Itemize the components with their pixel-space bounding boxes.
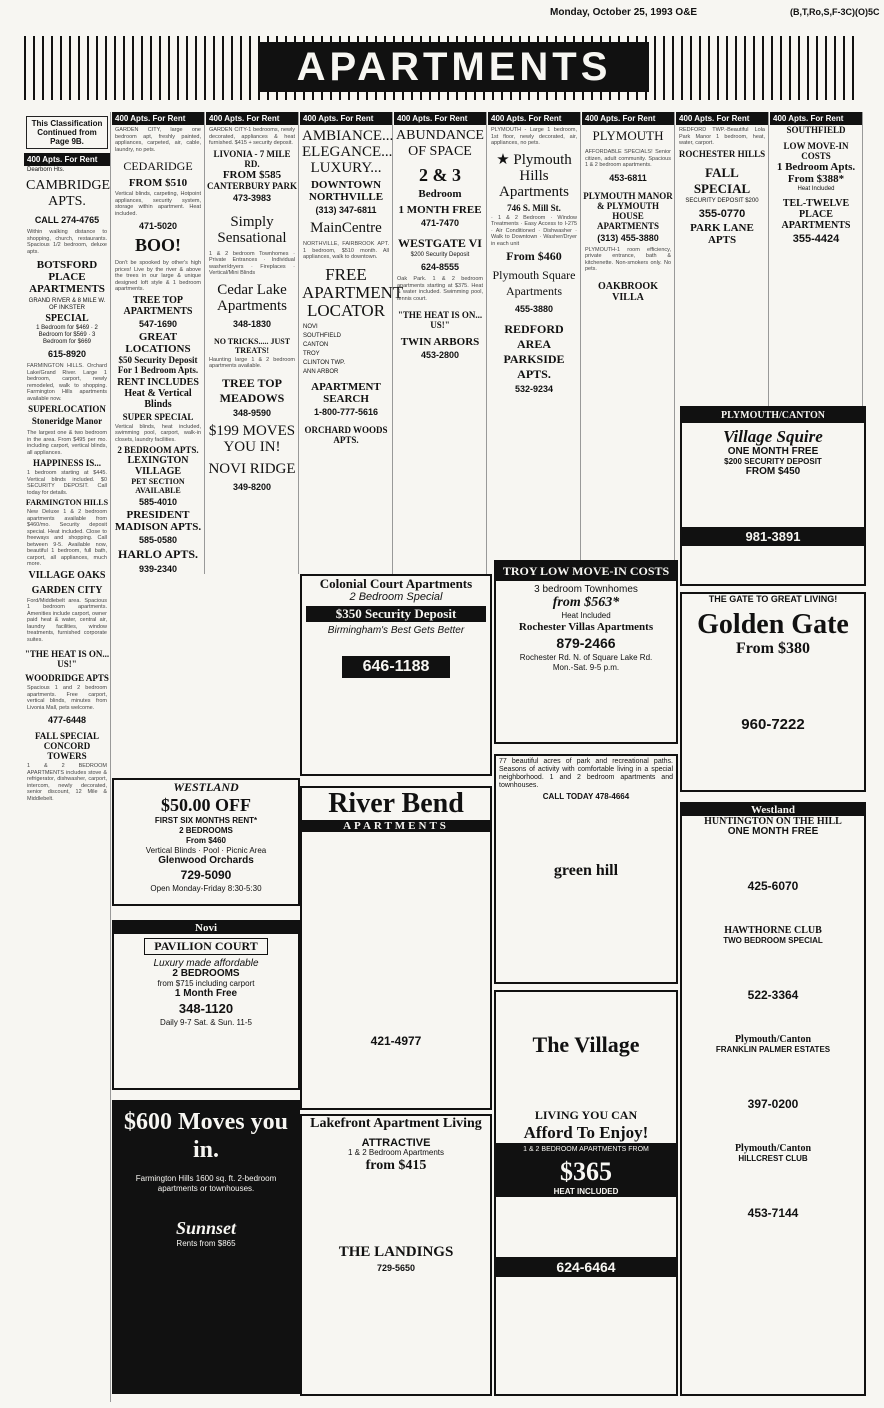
- ad-price: FROM $450: [745, 466, 801, 477]
- ad-name: Golden Gate: [697, 609, 849, 640]
- ad-line: ONE MONTH FREE: [727, 826, 819, 837]
- ad-phone: 453-7144: [747, 1206, 799, 1220]
- listing-title: FARMINGTON HILLS: [25, 498, 109, 507]
- ad-westland: [112, 778, 300, 906]
- masthead-date: Monday, October 25, 1993 O&E: [550, 7, 698, 18]
- listing-title: 2 BEDROOM APTS.: [117, 445, 199, 455]
- ad-line: Rents from $865: [176, 1239, 236, 1248]
- listing-city: CLINTON TWP.: [303, 359, 346, 366]
- listing-phone: 453-2800: [420, 350, 460, 360]
- ad-name: The Village: [532, 1032, 640, 1057]
- listing-city: SOUTHFIELD: [303, 332, 342, 339]
- listing-title: NOVI RIDGE: [208, 460, 296, 477]
- ad-phone: 397-0200: [747, 1097, 799, 1111]
- listing-phone: (313) 347-6811: [315, 205, 377, 215]
- ad-phone: 522-3364: [747, 988, 799, 1002]
- ad-line: Heat Included: [561, 611, 611, 620]
- listing-body: Ford/Middlebelt area. Spacious 1 bedroom apartments. Amenities include carport, owner paid heat & water, central air, laundry facilities, window treatments, furnished corporate suites.: [27, 597, 107, 643]
- listing-title: Simply Sensational: [217, 213, 287, 246]
- listing-phone: 939-2340: [138, 564, 178, 574]
- listing-title: HARLO APTS.: [117, 547, 198, 561]
- listing-title: PRESIDENT MADISON APTS.: [114, 509, 202, 533]
- listing-title: SOUTHFIELD: [786, 125, 846, 135]
- listing-body: Don't be spooked by other's high prices! Live by the river & above the trees in our large & unique designed loft style & 1 bedroom apartments.: [115, 260, 201, 292]
- ad-westland-listings: [680, 802, 866, 1396]
- ad-line: 2 Bedroom Special: [349, 591, 443, 603]
- listing-address: 746 S. Mill St.: [507, 202, 561, 213]
- continued-notice: This Classification Continued from Page 9B.: [26, 116, 108, 149]
- ad-phone: 981-3891: [682, 527, 864, 546]
- listing-title: MainCentre: [310, 220, 382, 236]
- listing-title: REDFORD AREA: [504, 322, 564, 351]
- listing-title: Stoneridge Manor: [31, 416, 103, 426]
- listing-body: · 1 & 2 Bedroom · Window Treatments · Easy Access to I-275 · Air Conditioned · Dishwasher · Walk to Downtown · Washer/Dryer in each unit: [491, 214, 577, 247]
- listing-phone: 624-8555: [420, 262, 460, 272]
- ad-name: green hill: [553, 862, 619, 879]
- section-banner: [24, 36, 860, 100]
- ad-line: THE GATE TO GREAT LIVING!: [708, 594, 838, 604]
- listing-body: Oak Park. 1 & 2 bedroom apartments starting at $375. Heat & water included. Swimming pool, tennis court.: [397, 276, 483, 302]
- listing-title: TWIN ARBORS: [400, 336, 480, 348]
- ad-title: River Bend: [328, 788, 464, 819]
- listing-subtitle: GRAND RIVER & 8 MILE W. OF INKSTER: [28, 298, 106, 311]
- ad-heading: Plymouth/Canton: [734, 1143, 812, 1154]
- column-header: 400 Apts. For Rent: [206, 112, 298, 125]
- listing-title: 1 Bedroom Apts. From $388*: [776, 161, 856, 185]
- listing-phone: 615-8920: [47, 349, 87, 359]
- listing-title: SUPERLOCATION: [28, 404, 106, 414]
- ad-novi: [112, 920, 300, 1090]
- listing-phone: 585-4010: [138, 497, 178, 507]
- listing-title: FREE APARTMENT LOCATOR: [302, 264, 404, 320]
- ad-heading: HUNTINGTON ON THE HILL: [704, 816, 842, 827]
- ad-price: From $460: [185, 836, 227, 845]
- listing-phone: 455-3880: [514, 304, 554, 314]
- ad-phone: 729-5090: [180, 868, 232, 882]
- listing-title: GARDEN CITY: [31, 584, 103, 596]
- listing-phone: 585-0580: [138, 535, 178, 545]
- listing-phone: 355-0770: [698, 207, 746, 220]
- listing-special: SPECIAL: [45, 313, 89, 324]
- listing-body: Within walking distance to shopping, church, restaurants. Spacious 1/2 bedroom, deluxe apts.: [27, 229, 107, 255]
- listing-title: $199 MOVES YOU IN!: [208, 422, 296, 455]
- listing-body: 1 bedroom starting at $445. Vertical blinds included. $0 SECURITY DEPOSIT. Call today for details.: [27, 470, 107, 496]
- banner-title: APARTMENTS: [259, 42, 649, 92]
- listing-city: NOVI: [303, 323, 318, 330]
- listing-title: "THE HEAT IS ON... US!": [24, 649, 110, 669]
- listing-phone: 355-4424: [792, 233, 840, 245]
- listing-title: CEDARIDGE: [123, 159, 193, 173]
- masthead-code: (B,T,Ro,S,F-3C)(O)5C: [790, 7, 880, 17]
- listing-title: PARKSIDE APTS.: [503, 352, 565, 381]
- ad-line: FRANKLIN PALMER ESTATES: [715, 1045, 831, 1054]
- listing-title: ★ Plymouth Hills Apartments: [496, 151, 572, 200]
- listing-title: RENT INCLUDES Heat & Vertical Blinds: [117, 376, 199, 410]
- listing-title: SUPER SPECIAL: [122, 411, 194, 422]
- listing-location: Dearborn Hts.: [27, 167, 65, 173]
- listing-subtitle: Bedroom: [418, 188, 462, 200]
- ad-title: WESTLAND: [173, 780, 239, 794]
- ad-name: PAVILION COURT: [144, 938, 268, 955]
- ad-line: HEAT INCLUDED: [496, 1187, 676, 1197]
- listing-phone: 532-9234: [514, 384, 554, 394]
- star-icon: ★: [496, 151, 510, 168]
- listing-title: LEXINGTON VILLAGE: [127, 455, 189, 477]
- classified-column-3: [206, 112, 299, 574]
- listing-subtitle: DOWNTOWN NORTHVILLE: [308, 179, 384, 203]
- listing-title: Plymouth Square Apartments: [492, 268, 576, 298]
- ad-headline: $600 Moves you in.: [124, 1109, 288, 1163]
- listing-title: BOTSFORD PLACE APARTMENTS: [29, 259, 105, 295]
- ad-title: Novi: [114, 922, 298, 934]
- listing-body: FARMINGTON HILLS. Orchard Lake/Grand River. Large 1 bedroom, carport, newly remodeled, walk to shopping. Farmington Hills apartments available now.: [27, 363, 107, 402]
- ad-line: Farmington Hills 1600 sq. ft. 2-bedroom apartments or townhouses.: [135, 1174, 277, 1193]
- ad-line: 1 & 2 BEDROOM APARTMENTS FROM: [496, 1143, 676, 1157]
- ad-line: CALL TODAY 478-4664: [542, 792, 630, 801]
- ad-headline: Afford To Enjoy!: [523, 1123, 649, 1142]
- ad-headline: $350 Security Deposit: [306, 606, 486, 622]
- ad-600-moves: [112, 1100, 300, 1394]
- listing-title: BOO!: [134, 235, 181, 255]
- listing-price: From $460: [506, 249, 562, 263]
- listing-title: CANTERBURY PARK: [207, 180, 297, 191]
- listing-body: Vertical blinds, carpeting, Hotpoint appliances, security system, storage within apartment. Heat included.: [115, 191, 201, 217]
- classified-column-2: [112, 112, 205, 574]
- classified-column-6: [488, 112, 581, 574]
- listing-body: New Deluxe 1 & 2 bedroom apartments available from $460/mo. Security deposit special. Heat included. Close to freeways and shopping. Call between 9-5. Available now, beautiful 1 bedroom, full bath, carport, all appliances, much more.: [27, 509, 107, 567]
- listing-body: REDFORD TWP.-Beautiful Lola Park Manor 1 bedroom, heat, water, carport.: [679, 127, 765, 146]
- listing-title: HAPPINESS IS...: [32, 458, 102, 468]
- listing-subtitle: $200 Security Deposit: [410, 252, 470, 258]
- listing-subtitle: 2 & 3: [419, 165, 461, 185]
- ad-line: 2 BEDROOMS: [179, 826, 233, 835]
- ad-name: Glenwood Orchards: [158, 855, 254, 866]
- ad-line: $200 SECURITY DEPOSIT: [724, 457, 822, 466]
- ad-phone: 729-5650: [376, 1263, 416, 1273]
- listing-phone: 471-7470: [420, 218, 460, 228]
- listing-phone: 348-9590: [232, 407, 272, 418]
- ad-line: Mon.-Sat. 9-5 p.m.: [552, 663, 620, 672]
- listing-price: 1 MONTH FREE: [398, 204, 482, 216]
- listing-body: The largest one & two bedroom in the area. From $495 per mo. including carport, vertical blinds, all appliances.: [27, 430, 107, 456]
- listing-title: PLYMOUTH MANOR & PLYMOUTH HOUSE APARTMENTS: [583, 190, 673, 231]
- ad-line: LIVING YOU CAN: [534, 1108, 638, 1122]
- listing-title: TREE TOP APARTMENTS: [123, 294, 193, 317]
- column-header: 400 Apts. For Rent: [24, 153, 110, 166]
- listing-title: APARTMENT SEARCH: [311, 380, 381, 405]
- listing-title: PET SECTION AVAILABLE: [131, 477, 185, 495]
- listing-title: $50 Security Deposit: [118, 354, 198, 365]
- ad-title: PLYMOUTH/CANTON: [682, 408, 864, 423]
- ad-river-bend: [300, 786, 492, 1110]
- listing-title: GREAT LOCATIONS: [125, 330, 191, 355]
- listing-title: ORCHARD WOODS APTS.: [304, 424, 388, 445]
- ad-price: from $415: [365, 1158, 427, 1173]
- listing-title: LIVONIA - 7 MILE RD.: [213, 148, 291, 169]
- ad-line: ONE MONTH FREE: [727, 446, 819, 457]
- ad-green-hill: [494, 754, 678, 984]
- classified-column-7: [582, 112, 675, 574]
- listing-title: NO TRICKS..... JUST TREATS!: [213, 336, 291, 355]
- listing-city: ANN ARBOR: [303, 368, 339, 375]
- ad-line: Vertical Blinds · Pool · Picnic Area: [145, 846, 267, 855]
- listing-title: CAMBRIDGE APTS.: [26, 178, 111, 209]
- column-header: 400 Apts. For Rent: [488, 112, 580, 125]
- listing-title: "THE HEAT IS ON... US!": [397, 310, 483, 330]
- ad-headline: $50.00 OFF: [161, 795, 251, 815]
- masthead: [0, 0, 884, 30]
- listing-title: For 1 Bedroom Apts.: [117, 364, 199, 375]
- listing-title: WESTGATE VI: [398, 236, 482, 250]
- ad-line: 1 & 2 Bedroom Apartments: [347, 1148, 445, 1157]
- ad-price: from $563*: [552, 595, 620, 610]
- listing-prices: 1 Bedroom for $469 · 2 Bedroom for $569 · 3 Bedroom for $669: [36, 325, 98, 345]
- listing-phone: 453-6811: [609, 172, 647, 183]
- listing-city: TROY: [303, 350, 320, 357]
- ad-the-village: [494, 990, 678, 1396]
- listing-price: FROM $510: [128, 177, 188, 189]
- column-header: 400 Apts. For Rent: [394, 112, 486, 125]
- ad-body: 77 beautiful acres of park and recreational paths. Seasons of activity with comfortable living in a special neighborhood. 1 and 2 bedroom apartments and townhouses.: [499, 758, 673, 789]
- listing-body: PLYMOUTH-1 room efficiency, private entrance, bath & kitchenette. Non-smokers only. No pets.: [585, 246, 671, 272]
- listing-body: 1 & 2 bedroom Townhomes · Private Entrances · Individual washer/dryers · Fireplaces · Vertical/Mini Blinds: [209, 250, 295, 276]
- listing-body: Spacious 1 and 2 bedroom apartments. Free carport, vertical blinds, minutes from Livonia Mall, pets welcome.: [27, 685, 107, 711]
- listing-title: AMBIANCE... ELEGANCE... LUXURY...: [302, 128, 394, 176]
- listing-body: NORTHVILLE, FAIRBROOK APT. 1 bedroom, $510 month. All appliances, walk to downtown.: [303, 241, 389, 260]
- ad-phone: 421-4977: [370, 1034, 422, 1048]
- ad-heading: HAWTHORNE CLUB: [724, 925, 822, 936]
- ad-phone: 879-2466: [556, 635, 616, 651]
- listing-phone: 349-8200: [232, 481, 272, 492]
- listing-title: PLYMOUTH: [592, 128, 664, 143]
- listing-phone: CALL 274-4765: [34, 215, 100, 225]
- ad-line: Luxury made affordable: [153, 958, 259, 969]
- ad-line: 1 Month Free: [174, 988, 238, 999]
- classified-column-4: [300, 112, 404, 574]
- listing-title: LOW MOVE-IN COSTS: [783, 141, 849, 161]
- ad-golden-gate: [680, 592, 866, 792]
- listing-title: FALL SPECIAL: [693, 164, 751, 196]
- listing-subtitle: Heat Included: [797, 186, 835, 192]
- column-header: 400 Apts. For Rent: [112, 112, 204, 125]
- listing-phone: 473-3983: [232, 192, 272, 203]
- listing-title: PARK LANE APTS: [690, 221, 754, 246]
- ad-title: Westland: [682, 804, 864, 816]
- ad-line: ATTRACTIVE: [361, 1137, 431, 1149]
- ad-line: HILLCREST CLUB: [738, 1154, 808, 1163]
- ad-line: FIRST SIX MONTHS RENT*: [154, 816, 258, 825]
- listing-body: AFFORDABLE SPECIALS! Senior citizen, adult community. Spacious 1 & 2 bedroom apartments.: [585, 149, 671, 168]
- ad-line: 2 BEDROOMS: [172, 968, 240, 979]
- listing-city: CANTON: [303, 341, 329, 348]
- ad-phone: 348-1120: [178, 1001, 234, 1016]
- ad-hours: Daily 9-7 Sat. & Sun. 11-5: [160, 1018, 252, 1027]
- ad-price: from $715 including carport: [157, 979, 255, 988]
- listing-title: TEL-TWELVE PLACE APARTMENTS: [781, 198, 851, 231]
- listing-title: WOODRIDGE APTS: [25, 673, 109, 683]
- column-header: 400 Apts. For Rent: [582, 112, 674, 125]
- listing-price: FROM $585: [222, 168, 282, 181]
- listing-title: ROCHESTER HILLS: [678, 148, 766, 159]
- listing-body: Haunting large 1 & 2 bedroom apartments available.: [209, 356, 295, 369]
- listing-body: GARDEN CITY-1 bedrooms, newly decorated, appliances & heat furnished. $415 + security deposit.: [209, 127, 295, 146]
- ad-colonial-court: [300, 574, 492, 776]
- listing-body: GARDEN CITY, large one bedroom apt, freshly painted, appliances, carpeted, air, cable, laundry, no pets.: [115, 127, 201, 153]
- listing-phone: (313) 455-3880: [597, 232, 659, 243]
- ad-name: Village Squire: [723, 427, 823, 446]
- ad-title: Colonial Court Apartments: [319, 576, 473, 591]
- listing-title: Cedar Lake Apartments: [217, 281, 287, 314]
- ad-price: $365: [496, 1157, 676, 1187]
- ad-phone: 624-6464: [496, 1257, 676, 1277]
- ad-phone: 960-7222: [741, 716, 805, 733]
- listing-title: FALL SPECIAL: [34, 731, 100, 741]
- classified-column-1: [24, 112, 111, 1402]
- listing-title: TREE TOP MEADOWS: [219, 375, 285, 405]
- listing-phone: 547-1690: [138, 318, 178, 329]
- listing-title: VILLAGE OAKS: [28, 569, 106, 581]
- ad-lakefront: [300, 1114, 492, 1396]
- listing-body: PLYMOUTH - Large 1 bedroom, 1st floor, newly decorated, air, appliances, no pets.: [491, 127, 577, 146]
- listing-phone: 471-5020: [138, 221, 178, 231]
- ad-phone: 646-1188: [342, 656, 450, 678]
- ad-name: THE LANDINGS: [338, 1244, 454, 1260]
- ad-troy: [494, 560, 678, 744]
- listing-title: ABUNDANCE OF SPACE: [396, 128, 484, 159]
- listing-subtitle: SECURITY DEPOSIT $200: [685, 197, 759, 204]
- ad-village-squire: [680, 406, 866, 586]
- ad-phone: 425-6070: [747, 879, 799, 893]
- classified-column-5: [394, 112, 487, 574]
- listing-title: OAKBROOK VILLA: [597, 280, 658, 303]
- listing-body: 1 & 2 BEDROOM APARTMENTS includes stove & refrigerator, dishwasher, carport, intercom, newly decorated, senior discount, 12 Mile & Middlebelt.: [27, 763, 107, 802]
- ad-line: Birmingham's Best Gets Better: [327, 625, 465, 636]
- listing-title: CONCORD TOWERS: [43, 741, 91, 761]
- column-header: 400 Apts. For Rent: [676, 112, 768, 125]
- ad-hours: Open Monday-Friday 8:30-5:30: [150, 884, 262, 893]
- ad-heading: Plymouth/Canton: [734, 1034, 812, 1045]
- ad-line: 3 bedroom Townhomes: [534, 584, 638, 595]
- ad-line: Rochester Rd. N. of Square Lake Rd.: [519, 653, 653, 662]
- ad-subtitle: APARTMENTS: [302, 820, 490, 832]
- listing-phone: 1-800-777-5616: [313, 406, 379, 417]
- ad-price: From $380: [736, 640, 810, 657]
- column-header: 400 Apts. For Rent: [770, 112, 862, 125]
- listing-body: Vertical blinds, heat included, swimming pool, carport, walk-in closets, laundry facilities.: [115, 423, 201, 443]
- ad-line: TWO BEDROOM SPECIAL: [723, 936, 823, 945]
- listing-phone: 477-6448: [47, 715, 87, 725]
- listing-phone: 348-1830: [232, 318, 272, 329]
- ad-title: TROY LOW MOVE-IN COSTS: [496, 562, 676, 581]
- ad-name: Rochester Villas Apartments: [518, 621, 654, 633]
- column-header: 400 Apts. For Rent: [300, 112, 392, 125]
- ad-name: Sunnset: [175, 1218, 237, 1238]
- ad-title: Lakefront Apartment Living: [310, 1116, 482, 1131]
